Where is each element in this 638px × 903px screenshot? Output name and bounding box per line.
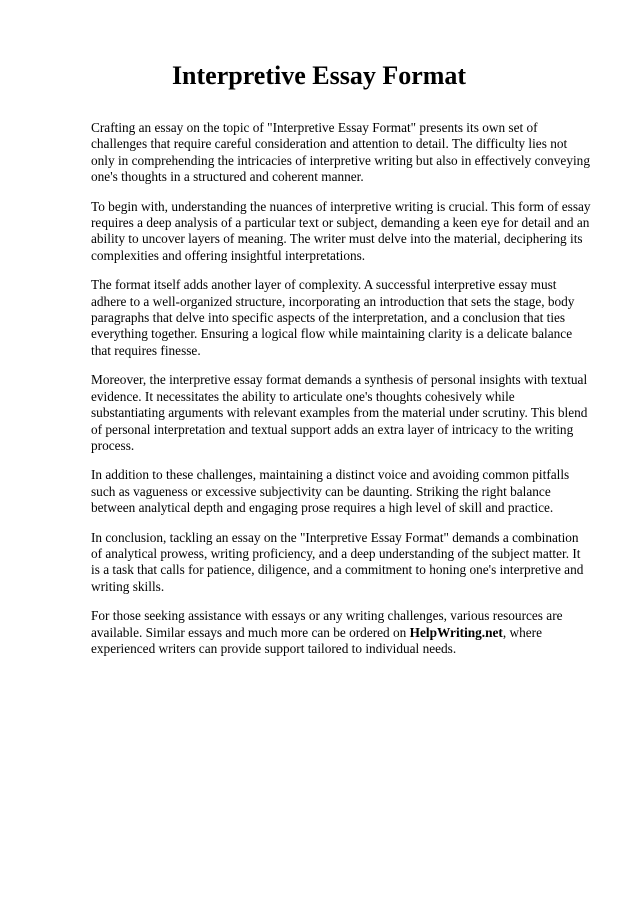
paragraph-3: The format itself adds another layer of complexity. A successful interpretive essay must adhere to a well-organized structure, incorporating an introduction that sets the stage, body paragraphs that delve into specific aspects of the interpretation, and a conclusion that ties everything together. Ensuring a logical flow while maintaining clarity is a delicate balance that requires finesse.: [91, 277, 575, 358]
paragraph-2: To begin with, understanding the nuances of interpretive writing is crucial. This form of essay requires a deep analysis of a particular text or subject, demanding a keen eye for detail and an ability to uncover layers of meaning. The writer must delve into the material, deciphering its complexities and offering insightful interpretations.: [91, 198, 591, 263]
helpwriting-link[interactable]: HelpWriting.net: [409, 624, 503, 640]
paragraph-6: In conclusion, tackling an essay on the "Interpretive Essay Format" demands a combination of analytical prowess, writing proficiency, and a deep understanding of the subject matter. It is a task that calls for patience, diligence, and a commitment to honing one's interpretive and writing skills.: [91, 529, 584, 594]
paragraph-4: Moreover, the interpretive essay format demands a synthesis of personal insights with textual evidence. It necessitates the ability to articulate one's thoughts cohesively while substantiating arguments with relevant examples from the material under scrutiny. This blend of personal interpretation and textual support adds an extra layer of intricacy to the writing process.: [91, 372, 588, 453]
closing-text-after: , where experienced writers can provide support tailored to individual needs.: [91, 624, 542, 656]
paragraph-5: In addition to these challenges, maintaining a distinct voice and avoiding common pitfalls such as vagueness or excessive subjectivity can be daunting. Striking the right balance between analytical depth and engaging prose requires a high level of skill and practice.: [91, 467, 570, 516]
closing-paragraph: [91, 608, 591, 657]
paragraph-1: Crafting an essay on the topic of "Interpretive Essay Format" presents its own set of challenges that require careful consideration and attention to detail. The difficulty lies not only in comprehending the intricacies of interpretive writing but also in effectively conveying one's thoughts in a structured and coherent manner.: [91, 120, 590, 185]
closing-text-before: For those seeking assistance with essays or any writing challenges, various resources are available. Similar essays and much more can be ordered on: [91, 608, 563, 640]
document-title: Interpretive Essay Format: [171, 61, 467, 90]
document-body: [91, 120, 591, 670]
